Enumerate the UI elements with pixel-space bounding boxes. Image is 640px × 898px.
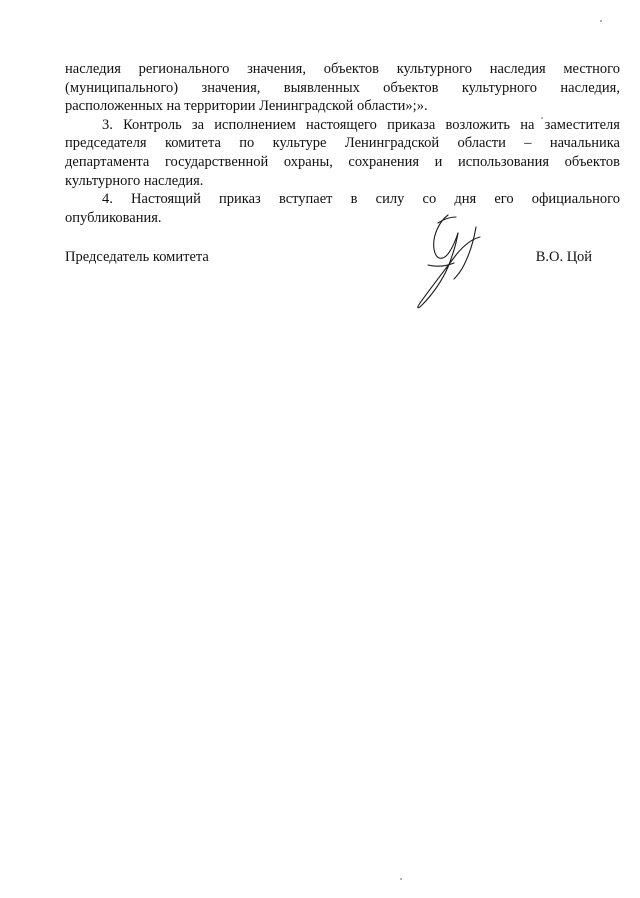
scan-speck xyxy=(600,20,602,22)
item-3-line xyxy=(65,172,620,191)
item-3-line xyxy=(65,134,620,153)
word: наследия, xyxy=(560,79,620,96)
word: начальника xyxy=(549,135,620,152)
word: использования xyxy=(458,153,550,170)
word: на xyxy=(520,116,535,133)
word: Настоящий xyxy=(131,191,201,208)
word: культурного xyxy=(461,79,538,96)
word: регионального xyxy=(138,61,230,77)
word: департамента xyxy=(65,153,150,170)
word: со xyxy=(422,191,437,208)
word: приказ xyxy=(219,191,261,208)
word: культурного xyxy=(396,61,472,77)
paragraph-line xyxy=(65,79,620,98)
paragraph-line xyxy=(65,97,620,116)
line-text: расположенных на территории Ленинградской области»;». xyxy=(65,98,428,115)
word: за xyxy=(191,116,205,133)
scan-speck xyxy=(400,878,402,880)
word: комитета xyxy=(164,135,221,152)
word: (муниципального) xyxy=(65,79,179,96)
item-3-line xyxy=(65,153,620,172)
word: Ленинградской xyxy=(344,135,440,152)
word: вступает xyxy=(278,191,333,208)
word: охраны, xyxy=(283,153,333,170)
word: возложить xyxy=(445,116,511,133)
item-4-line xyxy=(65,209,620,228)
word: наследия xyxy=(65,61,121,77)
word: заместителя xyxy=(544,116,620,133)
word: Контроль xyxy=(123,116,182,133)
word: объектов xyxy=(383,79,439,96)
word: в xyxy=(350,191,358,208)
word: значения, xyxy=(247,61,306,77)
item-4-line xyxy=(65,190,620,209)
word: дня xyxy=(454,191,477,208)
word: официального xyxy=(531,191,620,208)
word: приказа xyxy=(387,116,436,133)
item-number: 4. xyxy=(102,191,113,208)
word: силу xyxy=(375,191,405,208)
word: объектов xyxy=(564,153,620,170)
word: местного xyxy=(563,61,620,77)
word: наследия xyxy=(489,61,546,77)
word: исполнением xyxy=(214,116,296,133)
word: его xyxy=(494,191,514,208)
word: настоящего xyxy=(306,116,377,133)
word: и xyxy=(434,153,443,170)
word: государственной xyxy=(164,153,269,170)
word: сохранения xyxy=(348,153,420,170)
word: области xyxy=(457,135,506,152)
handwritten-signature xyxy=(410,205,500,315)
line-text: культурного наследия. xyxy=(65,172,204,189)
signer-name: В.О. Цой xyxy=(535,249,592,265)
scan-speck xyxy=(541,117,543,119)
document-body xyxy=(65,60,620,227)
word: по xyxy=(239,135,255,152)
item-number: 3. xyxy=(102,116,113,133)
line-text: опубликования. xyxy=(65,209,162,226)
word: объектов xyxy=(323,61,379,77)
word: – xyxy=(524,135,532,152)
word: выявленных xyxy=(283,79,360,96)
item-3-line xyxy=(65,116,620,135)
paragraph-line xyxy=(65,60,620,79)
word: культуре xyxy=(272,135,327,152)
word: значения, xyxy=(201,79,261,96)
word: председателя xyxy=(65,135,147,152)
signer-title: Председатель комитета xyxy=(65,249,209,265)
